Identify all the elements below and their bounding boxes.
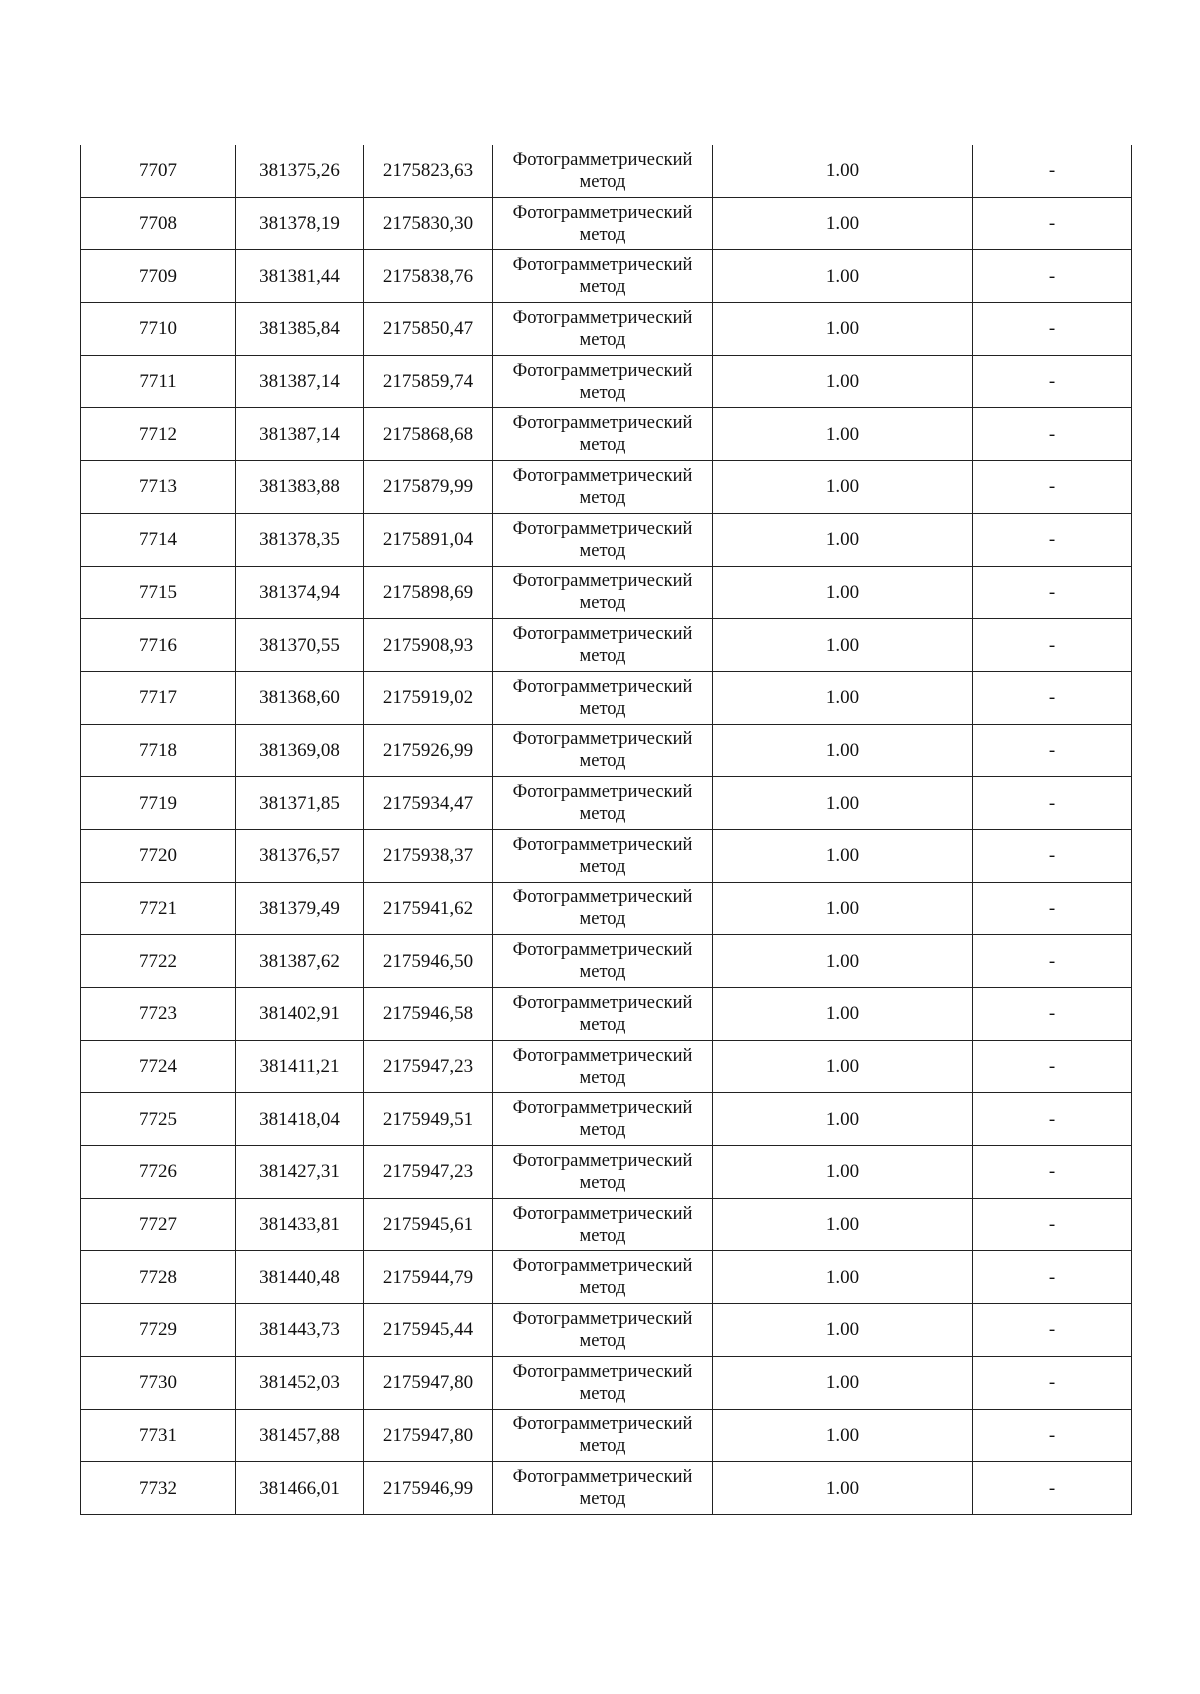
point-number-cell: 7720 (81, 829, 236, 882)
note-cell: - (973, 1251, 1132, 1304)
method-text-line2: метод (579, 540, 626, 561)
y-coordinate-cell: 2175926,99 (364, 724, 493, 777)
table-row (81, 777, 1132, 830)
x-coordinate-cell: 381375,26 (236, 145, 364, 197)
note-cell: - (973, 1040, 1132, 1093)
x-coordinate-cell: 381387,14 (236, 355, 364, 408)
method-cell (493, 197, 713, 250)
coordinates-table-body (81, 145, 1132, 1514)
y-coordinate-cell: 2175823,63 (364, 145, 493, 197)
y-coordinate-cell: 2175879,99 (364, 461, 493, 514)
method-cell (493, 250, 713, 303)
y-coordinate-cell: 2175838,76 (364, 250, 493, 303)
table-row (81, 724, 1132, 777)
precision-cell: 1.00 (713, 777, 973, 830)
point-number-cell: 7723 (81, 988, 236, 1041)
method-text-line2: метод (579, 962, 626, 983)
method-text-line2: метод (579, 1278, 626, 1299)
x-coordinate-cell: 381379,49 (236, 882, 364, 935)
precision-cell: 1.00 (713, 1356, 973, 1409)
x-coordinate-cell: 381440,48 (236, 1251, 364, 1304)
method-text-line1: Фотограмметрический (512, 1150, 693, 1171)
point-number-cell: 7732 (81, 1462, 236, 1515)
x-coordinate-cell: 381368,60 (236, 671, 364, 724)
table-row (81, 1040, 1132, 1093)
method-cell (493, 1462, 713, 1515)
table-row (81, 461, 1132, 514)
method-text-line1: Фотограмметрический (512, 255, 693, 276)
table-row (81, 1251, 1132, 1304)
precision-cell: 1.00 (713, 513, 973, 566)
precision-cell: 1.00 (713, 1462, 973, 1515)
method-text-line2: метод (579, 1225, 626, 1246)
point-number-cell: 7728 (81, 1251, 236, 1304)
point-number-cell: 7716 (81, 619, 236, 672)
x-coordinate-cell: 381376,57 (236, 829, 364, 882)
note-cell: - (973, 619, 1132, 672)
method-text-line1: Фотограмметрический (512, 413, 693, 434)
y-coordinate-cell: 2175947,23 (364, 1146, 493, 1199)
table-row (81, 566, 1132, 619)
x-coordinate-cell: 381385,84 (236, 303, 364, 356)
method-cell (493, 461, 713, 514)
method-text-line1: Фотограмметрический (512, 992, 693, 1013)
method-text-line1: Фотограмметрический (512, 834, 693, 855)
precision-cell: 1.00 (713, 1040, 973, 1093)
precision-cell: 1.00 (713, 1251, 973, 1304)
x-coordinate-cell: 381411,21 (236, 1040, 364, 1093)
x-coordinate-cell: 381418,04 (236, 1093, 364, 1146)
precision-cell: 1.00 (713, 1093, 973, 1146)
note-cell: - (973, 408, 1132, 461)
x-coordinate-cell: 381457,88 (236, 1409, 364, 1462)
method-text-line2: метод (579, 751, 626, 772)
method-cell (493, 724, 713, 777)
table-row (81, 1304, 1132, 1357)
note-cell: - (973, 461, 1132, 514)
point-number-cell: 7725 (81, 1093, 236, 1146)
y-coordinate-cell: 2175908,93 (364, 619, 493, 672)
note-cell: - (973, 1198, 1132, 1251)
method-text-line1: Фотограмметрический (512, 1308, 693, 1329)
table-row (81, 197, 1132, 250)
precision-cell: 1.00 (713, 145, 973, 197)
table-row (81, 355, 1132, 408)
table-row (81, 1356, 1132, 1409)
method-cell (493, 566, 713, 619)
method-text-line2: метод (579, 1330, 626, 1351)
method-text-line1: Фотограмметрический (512, 676, 693, 697)
note-cell: - (973, 1146, 1132, 1199)
point-number-cell: 7712 (81, 408, 236, 461)
note-cell: - (973, 1093, 1132, 1146)
method-cell (493, 1409, 713, 1462)
method-text-line2: метод (579, 329, 626, 350)
note-cell: - (973, 303, 1132, 356)
table-row (81, 935, 1132, 988)
method-cell (493, 671, 713, 724)
method-cell (493, 777, 713, 830)
y-coordinate-cell: 2175850,47 (364, 303, 493, 356)
x-coordinate-cell: 381374,94 (236, 566, 364, 619)
precision-cell: 1.00 (713, 988, 973, 1041)
method-text-line2: метод (579, 593, 626, 614)
point-number-cell: 7727 (81, 1198, 236, 1251)
precision-cell: 1.00 (713, 671, 973, 724)
method-text-line1: Фотограмметрический (512, 307, 693, 328)
x-coordinate-cell: 381369,08 (236, 724, 364, 777)
method-text-line2: метод (579, 171, 626, 192)
point-number-cell: 7721 (81, 882, 236, 935)
method-text-line2: метод (579, 487, 626, 508)
method-cell (493, 408, 713, 461)
note-cell: - (973, 777, 1132, 830)
y-coordinate-cell: 2175859,74 (364, 355, 493, 408)
point-number-cell: 7713 (81, 461, 236, 514)
precision-cell: 1.00 (713, 303, 973, 356)
y-coordinate-cell: 2175944,79 (364, 1251, 493, 1304)
method-text-line2: метод (579, 909, 626, 930)
method-text-line2: метод (579, 1014, 626, 1035)
method-cell (493, 829, 713, 882)
point-number-cell: 7710 (81, 303, 236, 356)
y-coordinate-cell: 2175949,51 (364, 1093, 493, 1146)
table-row (81, 829, 1132, 882)
y-coordinate-cell: 2175947,80 (364, 1356, 493, 1409)
table-row (81, 513, 1132, 566)
y-coordinate-cell: 2175947,23 (364, 1040, 493, 1093)
y-coordinate-cell: 2175946,99 (364, 1462, 493, 1515)
note-cell: - (973, 1462, 1132, 1515)
y-coordinate-cell: 2175946,50 (364, 935, 493, 988)
method-text-line2: метод (579, 646, 626, 667)
method-text-line1: Фотограмметрический (512, 202, 693, 223)
method-cell (493, 1356, 713, 1409)
method-text-line1: Фотограмметрический (512, 1414, 693, 1435)
point-number-cell: 7726 (81, 1146, 236, 1199)
method-text-line2: метод (579, 1436, 626, 1457)
method-cell (493, 619, 713, 672)
y-coordinate-cell: 2175868,68 (364, 408, 493, 461)
precision-cell: 1.00 (713, 1304, 973, 1357)
table-row (81, 1093, 1132, 1146)
point-number-cell: 7708 (81, 197, 236, 250)
method-text-line1: Фотограмметрический (512, 729, 693, 750)
method-text-line1: Фотограмметрический (512, 571, 693, 592)
method-text-line2: метод (579, 856, 626, 877)
point-number-cell: 7729 (81, 1304, 236, 1357)
precision-cell: 1.00 (713, 724, 973, 777)
note-cell: - (973, 829, 1132, 882)
note-cell: - (973, 250, 1132, 303)
point-number-cell: 7715 (81, 566, 236, 619)
x-coordinate-cell: 381378,19 (236, 197, 364, 250)
method-text-line1: Фотограмметрический (512, 624, 693, 645)
table-row (81, 1198, 1132, 1251)
method-text-line1: Фотограмметрический (512, 1256, 693, 1277)
method-text-line2: метод (579, 698, 626, 719)
x-coordinate-cell: 381383,88 (236, 461, 364, 514)
method-text-line1: Фотограмметрический (512, 360, 693, 381)
x-coordinate-cell: 381387,14 (236, 408, 364, 461)
table-row (81, 408, 1132, 461)
method-text-line2: метод (579, 1120, 626, 1141)
method-text-line2: метод (579, 1383, 626, 1404)
x-coordinate-cell: 381402,91 (236, 988, 364, 1041)
method-text-line2: метод (579, 224, 626, 245)
table-row (81, 1146, 1132, 1199)
precision-cell: 1.00 (713, 566, 973, 619)
note-cell: - (973, 197, 1132, 250)
method-text-line1: Фотограмметрический (512, 518, 693, 539)
table-row (81, 1462, 1132, 1515)
x-coordinate-cell: 381452,03 (236, 1356, 364, 1409)
precision-cell: 1.00 (713, 882, 973, 935)
y-coordinate-cell: 2175946,58 (364, 988, 493, 1041)
method-text-line2: метод (579, 435, 626, 456)
point-number-cell: 7711 (81, 355, 236, 408)
point-number-cell: 7718 (81, 724, 236, 777)
y-coordinate-cell: 2175941,62 (364, 882, 493, 935)
precision-cell: 1.00 (713, 355, 973, 408)
y-coordinate-cell: 2175947,80 (364, 1409, 493, 1462)
method-text-line1: Фотограмметрический (512, 782, 693, 803)
x-coordinate-cell: 381371,85 (236, 777, 364, 830)
precision-cell: 1.00 (713, 197, 973, 250)
point-number-cell: 7714 (81, 513, 236, 566)
method-text-line1: Фотограмметрический (512, 465, 693, 486)
note-cell: - (973, 671, 1132, 724)
method-cell (493, 303, 713, 356)
precision-cell: 1.00 (713, 935, 973, 988)
method-cell (493, 1040, 713, 1093)
method-text-line2: метод (579, 1489, 626, 1510)
y-coordinate-cell: 2175898,69 (364, 566, 493, 619)
method-text-line1: Фотограмметрический (512, 940, 693, 961)
point-number-cell: 7707 (81, 145, 236, 197)
method-cell (493, 935, 713, 988)
point-number-cell: 7724 (81, 1040, 236, 1093)
note-cell: - (973, 935, 1132, 988)
coordinates-table (80, 145, 1132, 1515)
table-row (81, 303, 1132, 356)
precision-cell: 1.00 (713, 250, 973, 303)
method-cell (493, 1198, 713, 1251)
method-cell (493, 513, 713, 566)
precision-cell: 1.00 (713, 1409, 973, 1462)
note-cell: - (973, 355, 1132, 408)
table-row (81, 988, 1132, 1041)
method-cell (493, 988, 713, 1041)
method-text-line1: Фотограмметрический (512, 149, 693, 170)
x-coordinate-cell: 381466,01 (236, 1462, 364, 1515)
note-cell: - (973, 145, 1132, 197)
point-number-cell: 7717 (81, 671, 236, 724)
note-cell: - (973, 724, 1132, 777)
method-text-line1: Фотограмметрический (512, 1045, 693, 1066)
y-coordinate-cell: 2175934,47 (364, 777, 493, 830)
table-row (81, 671, 1132, 724)
precision-cell: 1.00 (713, 408, 973, 461)
x-coordinate-cell: 381433,81 (236, 1198, 364, 1251)
point-number-cell: 7722 (81, 935, 236, 988)
table-row (81, 882, 1132, 935)
table-row (81, 145, 1132, 197)
x-coordinate-cell: 381381,44 (236, 250, 364, 303)
x-coordinate-cell: 381370,55 (236, 619, 364, 672)
table-row (81, 1409, 1132, 1462)
method-text-line2: метод (579, 382, 626, 403)
method-cell (493, 355, 713, 408)
method-text-line1: Фотограмметрический (512, 1467, 693, 1488)
table-row (81, 619, 1132, 672)
point-number-cell: 7730 (81, 1356, 236, 1409)
y-coordinate-cell: 2175945,61 (364, 1198, 493, 1251)
note-cell: - (973, 566, 1132, 619)
method-text-line1: Фотограмметрический (512, 1098, 693, 1119)
point-number-cell: 7709 (81, 250, 236, 303)
method-text-line1: Фотограмметрический (512, 1361, 693, 1382)
method-cell (493, 145, 713, 197)
x-coordinate-cell: 381387,62 (236, 935, 364, 988)
precision-cell: 1.00 (713, 829, 973, 882)
x-coordinate-cell: 381378,35 (236, 513, 364, 566)
y-coordinate-cell: 2175945,44 (364, 1304, 493, 1357)
y-coordinate-cell: 2175919,02 (364, 671, 493, 724)
method-cell (493, 1304, 713, 1357)
y-coordinate-cell: 2175891,04 (364, 513, 493, 566)
note-cell: - (973, 882, 1132, 935)
precision-cell: 1.00 (713, 461, 973, 514)
note-cell: - (973, 1304, 1132, 1357)
note-cell: - (973, 1409, 1132, 1462)
method-text-line1: Фотограмметрический (512, 887, 693, 908)
method-cell (493, 882, 713, 935)
method-cell (493, 1146, 713, 1199)
y-coordinate-cell: 2175830,30 (364, 197, 493, 250)
method-cell (493, 1251, 713, 1304)
method-text-line2: метод (579, 277, 626, 298)
note-cell: - (973, 513, 1132, 566)
note-cell: - (973, 1356, 1132, 1409)
method-cell (493, 1093, 713, 1146)
precision-cell: 1.00 (713, 1198, 973, 1251)
method-text-line2: метод (579, 1067, 626, 1088)
y-coordinate-cell: 2175938,37 (364, 829, 493, 882)
x-coordinate-cell: 381427,31 (236, 1146, 364, 1199)
method-text-line2: метод (579, 804, 626, 825)
note-cell: - (973, 988, 1132, 1041)
method-text-line2: метод (579, 1172, 626, 1193)
point-number-cell: 7731 (81, 1409, 236, 1462)
x-coordinate-cell: 381443,73 (236, 1304, 364, 1357)
method-text-line1: Фотограмметрический (512, 1203, 693, 1224)
precision-cell: 1.00 (713, 1146, 973, 1199)
precision-cell: 1.00 (713, 619, 973, 672)
point-number-cell: 7719 (81, 777, 236, 830)
table-row (81, 250, 1132, 303)
